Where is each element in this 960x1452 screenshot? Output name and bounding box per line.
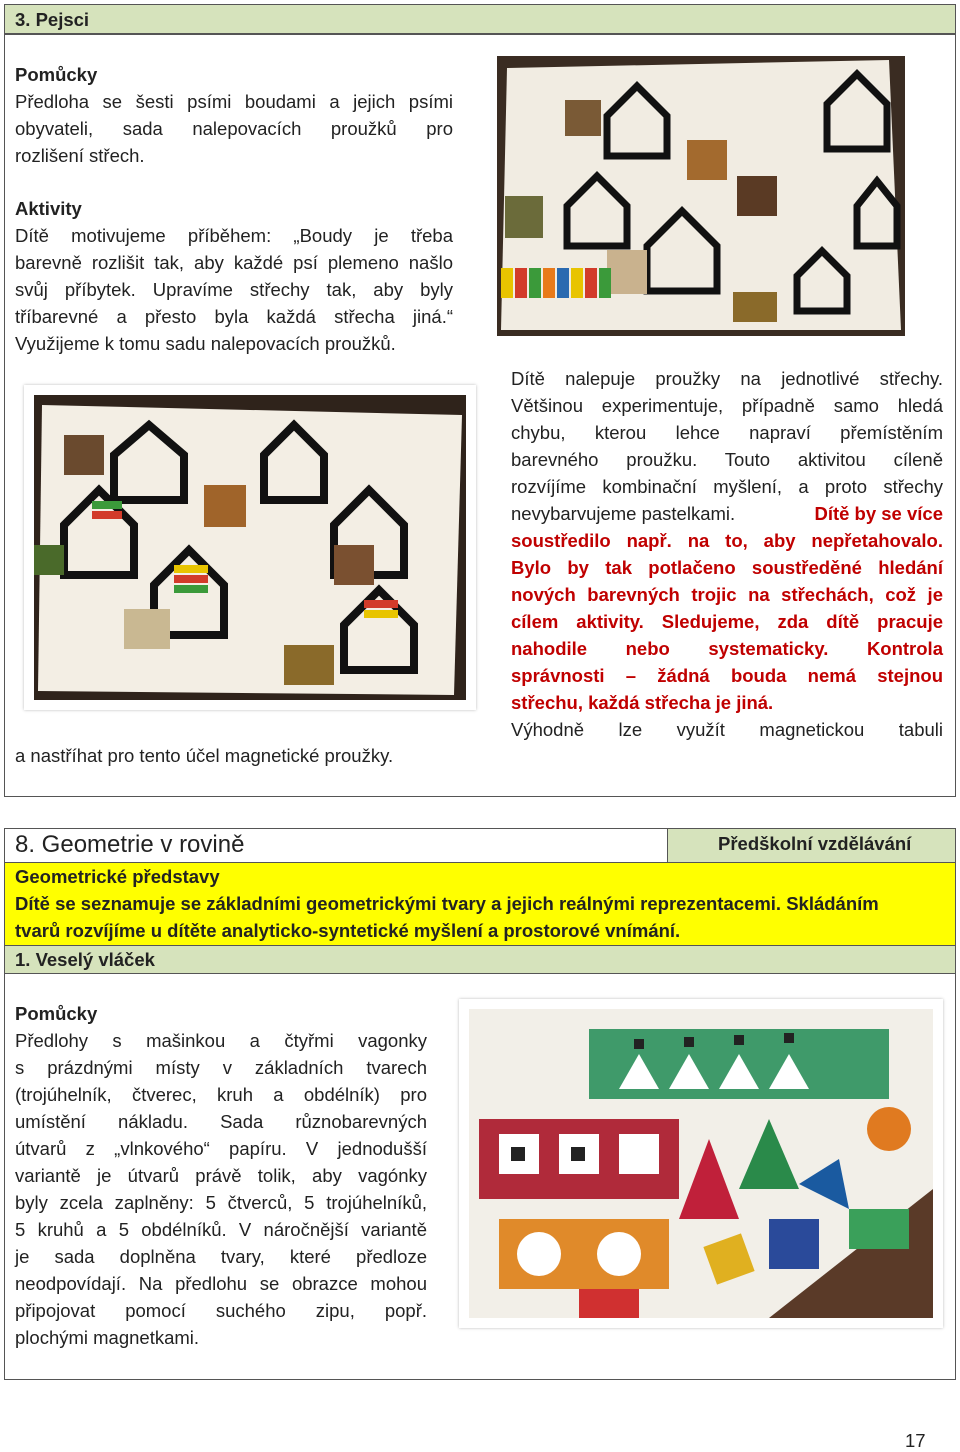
pomucky-title: Pomůcky: [15, 64, 98, 85]
red-text-line: cílem aktivity. Sledujeme, zda dítě pracuje: [511, 611, 943, 632]
section1-heading-bar: [4, 4, 956, 34]
text-line: plochými magnetkami.: [15, 1327, 200, 1348]
text-line: Předlohy s mašinkou a čtyřmi vagonky: [15, 1030, 427, 1051]
red-text-line: správnosti – žádná bouda nemá stejnou: [511, 665, 943, 686]
section1-heading: 3. Pejsci: [15, 9, 90, 30]
preschool-badge: [667, 828, 956, 863]
text-line: Dítě motivujeme příběhem: „Boudy je třeba: [15, 225, 453, 246]
text-line: rozlišení střech.: [15, 145, 145, 166]
text-line: chybu, kterou lehce napraví přemístěním: [511, 422, 943, 443]
text-line: byly zcela zaplněny: 5 čtverců, 5 trojúhelníků,: [15, 1192, 427, 1213]
aktivity-title: Aktivity: [15, 198, 82, 219]
text-line: (trojúhelník, čtverec, kruh a obdélník) pro: [15, 1084, 427, 1105]
text-line: připojovat pomocí suchého zipu, popř.: [15, 1300, 427, 1321]
red-text-line: nahodile nebo systematicky. Kontrola: [511, 638, 943, 659]
text-line-mixed: [511, 503, 943, 525]
text-line: barevně rozlišit tak, aby každé psí plemeno našlo: [15, 252, 453, 273]
text-line: je sada doplněna tvary, které předloze: [15, 1246, 427, 1267]
section2-heading: 8. Geometrie v rovině: [15, 831, 245, 858]
desc-line: Dítě se seznamuje se základními geometrickými tvary a jejich reálnými reprezentacemi. Skládáním: [15, 893, 879, 914]
page-number: 17: [905, 1430, 926, 1451]
text-line: Dítě nalepuje proužky na jednotlivé střechy.: [511, 368, 943, 389]
photo-dog-houses-top: [497, 56, 905, 336]
text-line: umístění nákladu. Sada různobarevných: [15, 1111, 427, 1132]
text-line: svůj příbytek. Upravíme střechy tak, aby byly: [15, 279, 453, 300]
photo-dog-houses-colored: [24, 385, 476, 710]
red-text-line: Bylo by tak potlačeno soustředěné hledání: [511, 557, 943, 578]
photo-train-shapes: [459, 999, 943, 1328]
activity-title: 1. Veselý vláček: [15, 949, 155, 970]
text-line: útvarů z „vlnkového“ papíru. V jednodušší: [15, 1138, 427, 1159]
text-line: variantě je útvarů právě tolik, aby vagónky: [15, 1165, 427, 1186]
mixed-normal: nevybarvujeme pastelkami.: [511, 503, 736, 524]
text-line: obyvateli, sada nalepovacích proužků pro: [15, 118, 453, 139]
desc-line: tvarů rozvíjíme u dítěte analyticko-syntetické myšlení a prostorové vnímání.: [15, 920, 681, 941]
activity-bar: [4, 945, 956, 974]
text-line: Většinou experimentuje, případně samo hledá: [511, 395, 943, 416]
text-line: barevného proužku. Touto aktivitou cíleně: [511, 449, 943, 470]
text-line: neodpovídají. Na předlohu se obrazce mohou: [15, 1273, 427, 1294]
geometry-subtitle: Geometrické představy: [15, 866, 220, 887]
red-text-line: soustředilo např. na to, aby nepřetahovalo.: [511, 530, 943, 551]
text-line: Výhodně lze využít magnetickou tabuli: [511, 719, 943, 740]
red-text-line: nových barevných trojic na střechách, což je: [511, 584, 943, 605]
text-line: s prázdnými místy v základních tvarech: [15, 1057, 427, 1078]
text-line: Předloha se šesti psími boudami a jejich psími: [15, 91, 453, 112]
text-line: rozvíjíme kombinační myšlení, a proto střechy: [511, 476, 943, 497]
preschool-badge-label: Předškolní vzdělávání: [718, 833, 912, 854]
text-line: 5 kruhů a 5 obdélníků. V náročnější variantě: [15, 1219, 427, 1240]
red-text-line: střechu, každá střecha je jiná.: [511, 692, 774, 713]
mixed-red: Dítě by se více: [814, 503, 943, 524]
pomucky2-title: Pomůcky: [15, 1003, 98, 1024]
text-line: tříbarevné a přesto byla každá střecha jiná.“: [15, 306, 453, 327]
after-photo-text: a nastříhat pro tento účel magnetické proužky.: [15, 745, 394, 766]
text-line: Využijeme k tomu sadu nalepovacích proužků.: [15, 333, 396, 354]
